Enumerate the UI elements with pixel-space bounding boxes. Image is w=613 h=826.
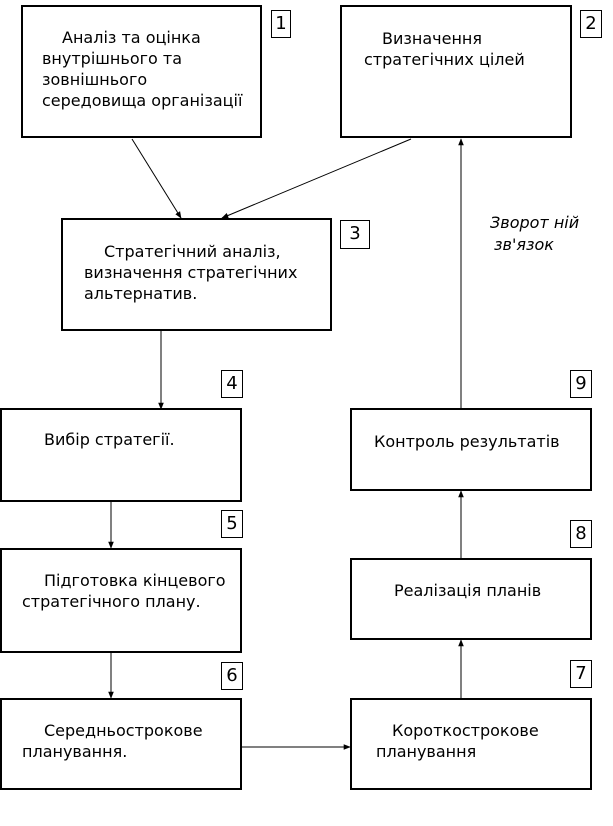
feedback-label: Зворот ній зв'язок [490,213,580,254]
box-9-text: Контроль результатів [374,432,560,451]
box-2-text: Визначення стратегічних цілей [364,29,525,69]
box-5-text: Підготовка кінцевого стратегічного плану. [22,571,226,611]
step-number-7: 7 [570,660,592,688]
step-number-5: 5 [221,510,243,538]
arrow-2-to-3 [222,139,411,218]
box-strategy-choice [0,408,242,502]
step-number-6: 6 [221,662,243,690]
step-number-4: 4 [221,370,243,398]
box-8-text: Реалізація планів [394,581,542,600]
box-strategic-goals [340,5,572,138]
box-3-text: Стратегічний аналіз, визначення стратегічних альтернатив. [84,242,298,303]
box-1-text: Аналіз та оцінка внутрішнього та зовнішнього середовища організації [42,28,243,110]
arrow-1-to-3 [132,139,181,218]
step-number-1: 1 [271,10,291,38]
step-number-2: 2 [580,10,602,38]
box-7-text: Короткострокове планування [376,721,539,761]
step-number-3: 3 [340,220,370,249]
box-6-text: Середньострокове планування. [22,721,203,761]
step-number-9: 9 [570,370,592,398]
box-4-text: Вибір стратегії. [44,430,175,449]
step-number-8: 8 [570,520,592,548]
